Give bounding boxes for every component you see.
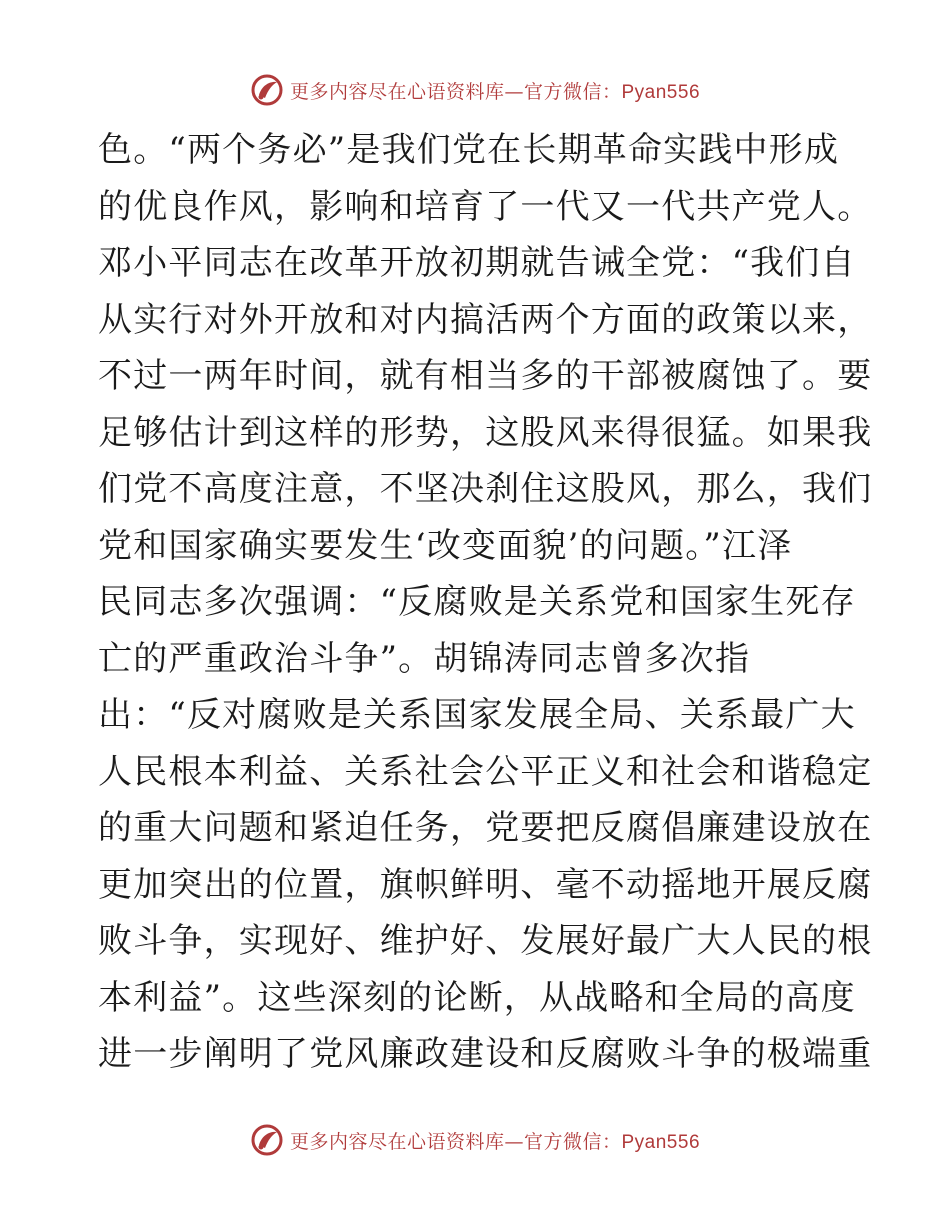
banner-wechat-id: Pyan556 (621, 81, 701, 103)
text-line: 们党不高度注意，不坚决刹住这股风，那么，我们 (98, 469, 873, 509)
footer-banner (0, 1120, 950, 1160)
text-line: 邓小平同志在改革开放初期就告诫全党：“我们自 (98, 243, 856, 283)
banner-label: 更多内容尽在心语资料库—官方微信： (289, 1130, 622, 1153)
brand-logo-icon (250, 1123, 284, 1157)
text-line: 败斗争，实现好、维护好、发展好最广大人民的根 (98, 921, 873, 961)
banner-label: 更多内容尽在心语资料库—官方微信： (289, 80, 622, 103)
text-line: 出：“反对腐败是关系国家发展全局、关系最广大 (98, 695, 856, 735)
text-line: 进一步阐明了党风廉政建设和反腐败斗争的极端重 (98, 1034, 873, 1074)
text-line: 民同志多次强调：“反腐败是关系党和国家生死存 (98, 582, 856, 622)
brand-logo-icon (250, 73, 284, 107)
text-line: 党和国家确实要发生‘改变面貌’的问题。”江泽 (98, 525, 793, 566)
banner-text (290, 77, 700, 104)
text-line: 从实行对外开放和对内搞活两个方面的政策以来， (98, 299, 873, 340)
text-line: 不过一两年时间，就有相当多的干部被腐蚀了。要 (98, 356, 873, 396)
banner-text (290, 1127, 700, 1154)
text-line: 更加突出的位置，旗帜鲜明、毫不动摇地开展反腐 (98, 864, 873, 905)
text-line: 本利益”。这些深刻的论断，从战略和全局的高度 (98, 977, 856, 1018)
banner-wechat-id: Pyan556 (621, 1131, 701, 1153)
text-line: 色。“两个务必”是我们党在长期革命实践中形成 (98, 130, 840, 170)
text-line: 的重大问题和紧迫任务，党要把反腐倡廉建设放在 (98, 808, 873, 848)
document-body (98, 122, 873, 1083)
text-line: 足够估计到这样的形势，这股风来得很猛。如果我 (98, 412, 873, 453)
text-line: 亡的严重政治斗争”。胡锦涛同志曾多次指 (98, 638, 751, 679)
text-line: 的优良作风，影响和培育了一代又一代共产党人。 (98, 186, 873, 227)
header-banner (0, 70, 950, 110)
text-line: 人民根本利益、关系社会公平正义和社会和谐稳定 (98, 751, 873, 792)
